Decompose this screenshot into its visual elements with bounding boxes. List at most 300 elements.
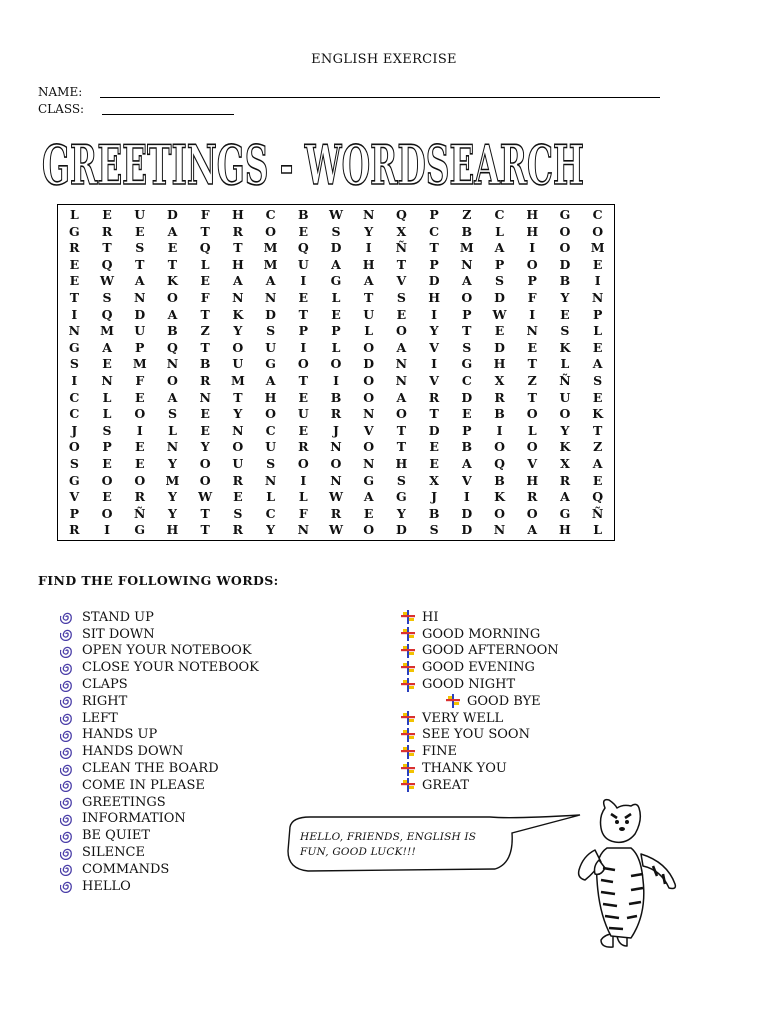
grid-letter[interactable]: Y [396,505,406,521]
grid-letter[interactable]: O [395,323,407,339]
grid-letter[interactable]: S [331,223,341,239]
grid-letter[interactable]: Q [101,256,113,272]
grid-letter[interactable]: Y [167,456,177,472]
grid-letter[interactable]: D [395,522,407,538]
grid-letter[interactable]: U [134,323,146,339]
grid-letter[interactable]: O [559,223,571,239]
grid-letter[interactable]: N [264,472,277,488]
grid-letter[interactable]: I [333,373,339,389]
grid-letter[interactable]: B [494,472,505,488]
grid-letter[interactable]: O [526,256,538,272]
grid-letter[interactable]: O [101,472,113,488]
grid-letter[interactable]: A [167,389,178,405]
grid-letter[interactable]: D [494,339,505,355]
grid-letter[interactable]: Z [200,323,210,339]
grid-letter[interactable]: A [560,489,570,505]
grid-letter[interactable]: E [69,256,80,272]
grid-letter[interactable]: E [298,389,309,405]
grid-letter[interactable]: L [527,422,537,438]
grid-letter[interactable]: O [199,472,211,488]
grid-letter[interactable]: O [265,223,277,239]
grid-letter[interactable]: T [200,339,210,355]
grid-letter[interactable]: O [363,373,375,389]
grid-letter[interactable]: P [462,306,472,322]
grid-letter[interactable]: V [461,472,472,488]
grid-letter[interactable]: L [495,223,504,239]
grid-letter[interactable]: S [396,290,406,306]
grid-letter[interactable]: H [264,389,277,405]
grid-letter[interactable]: M [459,240,474,256]
grid-letter[interactable]: A [494,240,505,256]
grid-letter[interactable]: I [71,373,78,389]
grid-letter[interactable]: N [199,389,211,405]
grid-letter[interactable]: Y [560,290,570,306]
grid-letter[interactable]: O [232,439,244,455]
grid-letter[interactable]: K [494,489,505,505]
grid-letter[interactable]: P [462,422,472,438]
grid-letter[interactable]: R [330,505,342,521]
grid-letter[interactable]: I [529,306,536,322]
grid-letter[interactable]: O [526,406,538,422]
grid-letter[interactable]: L [593,323,603,339]
grid-letter[interactable]: O [559,240,571,256]
grid-letter[interactable]: V [429,373,439,389]
grid-letter[interactable]: E [592,389,603,405]
grid-letter[interactable]: N [330,439,342,455]
grid-letter[interactable]: E [134,456,145,472]
grid-letter[interactable]: T [167,256,178,272]
grid-letter[interactable]: U [134,207,146,223]
grid-letter[interactable]: N [166,356,179,372]
grid-letter[interactable]: Q [167,339,178,355]
grid-letter[interactable]: T [429,240,439,256]
grid-letter[interactable]: C [265,422,276,438]
grid-letter[interactable]: Y [233,406,243,422]
grid-letter[interactable]: P [592,306,603,322]
grid-letter[interactable]: B [167,323,178,339]
grid-letter[interactable]: T [592,422,603,438]
grid-letter[interactable]: T [396,256,407,272]
grid-letter[interactable]: G [69,339,80,355]
grid-letter[interactable]: O [101,505,113,521]
grid-letter[interactable]: C [429,223,440,239]
grid-letter[interactable]: A [233,273,243,289]
grid-letter[interactable]: A [265,273,276,289]
grid-letter[interactable]: T [233,240,243,256]
grid-letter[interactable]: D [134,306,146,322]
grid-letter[interactable]: S [167,406,177,422]
grid-letter[interactable]: A [592,356,603,372]
grid-letter[interactable]: K [232,306,244,322]
grid-letter[interactable]: Q [101,306,113,322]
grid-letter[interactable]: O [134,406,146,422]
grid-letter[interactable]: H [493,356,506,372]
grid-letter[interactable]: O [232,339,244,355]
grid-letter[interactable]: U [265,439,277,455]
grid-letter[interactable]: I [104,522,110,538]
grid-letter[interactable]: U [297,406,309,422]
grid-letter[interactable]: T [527,389,537,405]
grid-letter[interactable]: E [298,422,309,438]
grid-letter[interactable]: W [328,489,344,505]
grid-letter[interactable]: E [134,439,145,455]
grid-letter[interactable]: E [102,489,112,505]
grid-letter[interactable]: R [69,240,80,256]
grid-letter[interactable]: N [461,256,473,272]
grid-letter[interactable]: E [494,323,505,339]
grid-letter[interactable]: H [559,522,571,538]
grid-letter[interactable]: I [365,240,372,256]
grid-letter[interactable]: A [331,256,341,272]
grid-letter[interactable]: S [69,456,79,472]
grid-letter[interactable]: W [492,306,507,322]
grid-letter[interactable]: R [232,472,244,488]
grid-letter[interactable]: G [265,356,276,372]
grid-letter[interactable]: U [265,339,277,355]
grid-letter[interactable]: S [102,290,112,306]
grid-letter[interactable]: W [198,489,213,505]
grid-letter[interactable]: D [559,256,571,272]
grid-letter[interactable]: L [266,489,275,505]
grid-letter[interactable]: Y [167,489,177,505]
grid-letter[interactable]: G [363,472,375,488]
grid-letter[interactable]: T [233,389,243,405]
grid-letter[interactable]: E [200,422,210,438]
grid-letter[interactable]: A [592,456,603,472]
grid-letter[interactable]: C [265,505,276,521]
grid-letter[interactable]: H [526,472,539,488]
grid-letter[interactable]: V [363,422,374,438]
grid-letter[interactable]: G [396,489,407,505]
grid-letter[interactable]: G [134,522,146,538]
grid-letter[interactable]: O [461,290,473,306]
grid-letter[interactable]: C [461,373,472,389]
grid-letter[interactable]: Q [494,456,505,472]
grid-letter[interactable]: N [526,323,538,339]
grid-letter[interactable]: H [526,223,539,239]
grid-letter[interactable]: S [69,356,79,372]
grid-letter[interactable]: E [429,439,439,455]
grid-letter[interactable]: E [429,456,439,472]
grid-letter[interactable]: R [134,489,145,505]
grid-letter[interactable]: T [135,256,145,272]
grid-letter[interactable]: R [232,522,244,538]
grid-letter[interactable]: A [363,273,374,289]
grid-letter[interactable]: U [297,256,309,272]
grid-letter[interactable]: B [199,356,211,372]
grid-letter[interactable]: D [428,422,440,438]
grid-letter[interactable]: N [134,290,146,306]
grid-letter[interactable]: E [592,472,603,488]
grid-letter[interactable]: T [200,505,210,521]
grid-letter[interactable]: I [300,339,307,355]
grid-letter[interactable]: M [132,356,147,372]
grid-letter[interactable]: Y [429,323,439,339]
grid-letter[interactable]: T [298,373,308,389]
grid-letter[interactable]: C [265,207,276,223]
grid-letter[interactable]: I [71,306,78,322]
grid-letter[interactable]: E [200,406,210,422]
grid-letter[interactable]: N [493,522,506,538]
grid-letter[interactable]: D [428,273,440,289]
grid-letter[interactable]: A [461,273,472,289]
grid-letter[interactable]: O [526,439,538,455]
grid-letter[interactable]: A [461,456,472,472]
grid-letter[interactable]: T [102,240,112,256]
grid-letter[interactable]: E [592,339,603,355]
grid-letter[interactable]: A [363,489,374,505]
grid-letter[interactable]: N [232,290,244,306]
grid-letter[interactable]: B [298,207,309,223]
grid-letter[interactable]: A [102,339,112,355]
grid-letter[interactable]: O [363,522,375,538]
grid-letter[interactable]: O [167,290,178,306]
grid-letter[interactable]: A [396,339,407,355]
grid-letter[interactable]: F [200,290,210,306]
grid-letter[interactable]: I [529,240,536,256]
grid-letter[interactable]: P [102,439,112,455]
grid-letter[interactable]: D [461,505,473,521]
name-underline[interactable] [100,97,660,98]
class-field[interactable] [38,102,84,116]
grid-letter[interactable]: Y [200,439,210,455]
grid-letter[interactable]: E [200,273,210,289]
grid-letter[interactable]: N [362,456,375,472]
grid-letter[interactable]: B [559,273,571,289]
grid-letter[interactable]: D [494,290,505,306]
grid-letter[interactable]: O [494,505,505,521]
grid-letter[interactable]: Z [462,207,472,223]
grid-letter[interactable]: N [395,373,408,389]
grid-letter[interactable]: Q [395,207,407,223]
grid-letter[interactable]: I [463,489,470,505]
grid-letter[interactable]: U [559,389,571,405]
grid-letter[interactable]: I [496,422,503,438]
grid-letter[interactable]: M [590,240,605,256]
grid-letter[interactable]: T [200,223,210,239]
grid-letter[interactable]: A [167,306,178,322]
grid-letter[interactable]: N [166,439,179,455]
grid-letter[interactable]: E [102,456,112,472]
name-field[interactable] [38,85,82,99]
grid-letter[interactable]: O [330,356,342,372]
grid-letter[interactable]: N [264,290,277,306]
grid-letter[interactable]: Y [167,505,177,521]
grid-letter[interactable]: T [200,522,210,538]
grid-letter[interactable]: E [560,306,570,322]
grid-letter[interactable]: J [333,422,339,438]
grid-letter[interactable]: C [592,207,603,223]
grid-letter[interactable]: E [527,339,537,355]
grid-letter[interactable]: V [396,273,407,289]
grid-letter[interactable]: H [166,522,179,538]
grid-letter[interactable]: X [429,472,439,488]
grid-letter[interactable]: O [363,439,375,455]
grid-letter[interactable]: Y [364,223,374,239]
grid-letter[interactable]: S [560,323,570,339]
grid-letter[interactable]: N [362,207,375,223]
grid-letter[interactable]: O [559,406,571,422]
grid-letter[interactable]: W [100,273,115,289]
grid-letter[interactable]: O [330,456,342,472]
grid-letter[interactable]: L [102,406,112,422]
grid-letter[interactable]: O [265,406,277,422]
grid-letter[interactable]: D [461,522,473,538]
grid-letter[interactable]: F [200,207,210,223]
grid-letter[interactable]: S [396,472,406,488]
grid-letter[interactable]: F [298,505,308,521]
grid-letter[interactable]: E [396,306,407,322]
grid-letter[interactable]: T [462,323,472,339]
grid-letter[interactable]: B [461,439,473,455]
grid-letter[interactable]: V [69,489,80,505]
grid-letter[interactable]: E [592,256,603,272]
grid-letter[interactable]: N [68,323,81,339]
grid-letter[interactable]: H [526,207,539,223]
grid-letter[interactable]: G [69,223,80,239]
grid-letter[interactable]: E [102,356,112,372]
grid-letter[interactable]: D [461,389,473,405]
grid-letter[interactable]: T [200,306,210,322]
grid-letter[interactable]: O [494,439,505,455]
grid-letter[interactable]: S [266,456,276,472]
grid-letter[interactable]: O [68,439,80,455]
grid-letter[interactable]: G [559,207,571,223]
grid-letter[interactable]: R [330,406,342,422]
grid-letter[interactable]: W [328,207,344,223]
grid-letter[interactable]: O [363,339,375,355]
grid-letter[interactable]: S [495,273,505,289]
grid-letter[interactable]: O [363,389,375,405]
grid-letter[interactable]: G [69,472,80,488]
grid-letter[interactable]: Ñ [395,240,408,256]
grid-letter[interactable]: D [167,207,178,223]
grid-letter[interactable]: U [232,356,244,372]
grid-letter[interactable]: L [331,339,341,355]
grid-letter[interactable]: A [265,373,276,389]
grid-letter[interactable]: R [428,389,440,405]
grid-letter[interactable]: R [494,389,505,405]
grid-letter[interactable]: Z [593,439,603,455]
grid-letter[interactable]: O [134,472,146,488]
grid-letter[interactable]: Y [233,323,243,339]
grid-letter[interactable]: N [297,522,309,538]
grid-letter[interactable]: S [593,373,603,389]
grid-letter[interactable]: H [231,207,244,223]
grid-letter[interactable]: B [461,223,473,239]
grid-letter[interactable]: P [494,256,505,272]
grid-letter[interactable]: M [263,240,278,256]
grid-letter[interactable]: R [69,522,80,538]
grid-letter[interactable]: E [298,290,309,306]
grid-letter[interactable]: P [135,339,145,355]
grid-letter[interactable]: R [298,439,309,455]
grid-letter[interactable]: H [428,290,441,306]
grid-letter[interactable]: N [362,406,375,422]
grid-letter[interactable]: V [429,339,439,355]
grid-letter[interactable]: L [560,356,570,372]
grid-letter[interactable]: Ñ [591,505,604,521]
grid-letter[interactable]: T [429,406,439,422]
grid-letter[interactable]: E [298,223,309,239]
grid-letter[interactable]: Q [297,240,309,256]
grid-letter[interactable]: S [233,505,243,521]
class-underline[interactable] [102,114,234,115]
grid-letter[interactable]: F [135,373,145,389]
grid-letter[interactable]: K [167,273,178,289]
grid-letter[interactable]: Y [266,522,276,538]
grid-letter[interactable]: P [298,323,308,339]
grid-letter[interactable]: A [396,389,407,405]
grid-letter[interactable]: Ñ [559,373,571,389]
grid-letter[interactable]: U [232,456,244,472]
grid-letter[interactable]: L [69,207,79,223]
grid-letter[interactable]: F [527,290,537,306]
grid-letter[interactable]: G [461,356,473,372]
grid-letter[interactable]: O [395,406,407,422]
grid-letter[interactable]: J [431,489,438,505]
grid-letter[interactable]: C [494,207,505,223]
grid-letter[interactable]: T [298,306,308,322]
grid-letter[interactable]: N [101,373,113,389]
grid-letter[interactable]: B [330,389,342,405]
grid-letter[interactable]: E [69,273,80,289]
grid-letter[interactable]: I [594,273,601,289]
grid-letter[interactable]: S [462,339,472,355]
grid-letter[interactable]: O [297,456,309,472]
grid-letter[interactable]: N [395,356,408,372]
grid-letter[interactable]: L [200,256,210,272]
grid-letter[interactable]: E [331,306,341,322]
grid-letter[interactable]: P [69,505,80,521]
grid-letter[interactable]: L [168,422,177,438]
grid-letter[interactable]: T [396,422,407,438]
grid-letter[interactable]: U [363,306,375,322]
grid-letter[interactable]: G [330,273,342,289]
grid-letter[interactable]: Ñ [134,505,146,521]
grid-letter[interactable]: M [165,472,180,488]
grid-letter[interactable]: O [526,505,538,521]
grid-letter[interactable]: M [100,323,114,339]
grid-letter[interactable]: T [364,290,374,306]
grid-letter[interactable]: B [494,406,505,422]
grid-letter[interactable]: R [199,373,211,389]
grid-letter[interactable]: S [266,323,276,339]
grid-letter[interactable]: W [328,522,344,538]
grid-letter[interactable]: E [134,223,145,239]
grid-letter[interactable]: S [102,422,112,438]
grid-letter[interactable]: C [69,406,80,422]
grid-letter[interactable]: X [396,223,407,239]
grid-letter[interactable]: G [559,505,571,521]
grid-letter[interactable]: H [362,256,375,272]
grid-letter[interactable]: D [265,306,276,322]
grid-letter[interactable]: E [462,406,472,422]
grid-letter[interactable]: R [527,489,538,505]
grid-letter[interactable]: L [364,323,374,339]
grid-letter[interactable]: O [297,356,309,372]
grid-letter[interactable]: O [199,456,211,472]
grid-letter[interactable]: S [429,522,439,538]
grid-letter[interactable]: K [559,339,571,355]
grid-letter[interactable]: P [527,273,537,289]
grid-letter[interactable]: Q [199,240,211,256]
grid-letter[interactable]: B [428,505,440,521]
grid-letter[interactable]: L [593,522,603,538]
grid-letter[interactable]: E [363,505,374,521]
grid-letter[interactable]: L [102,389,112,405]
grid-letter[interactable]: A [134,273,145,289]
